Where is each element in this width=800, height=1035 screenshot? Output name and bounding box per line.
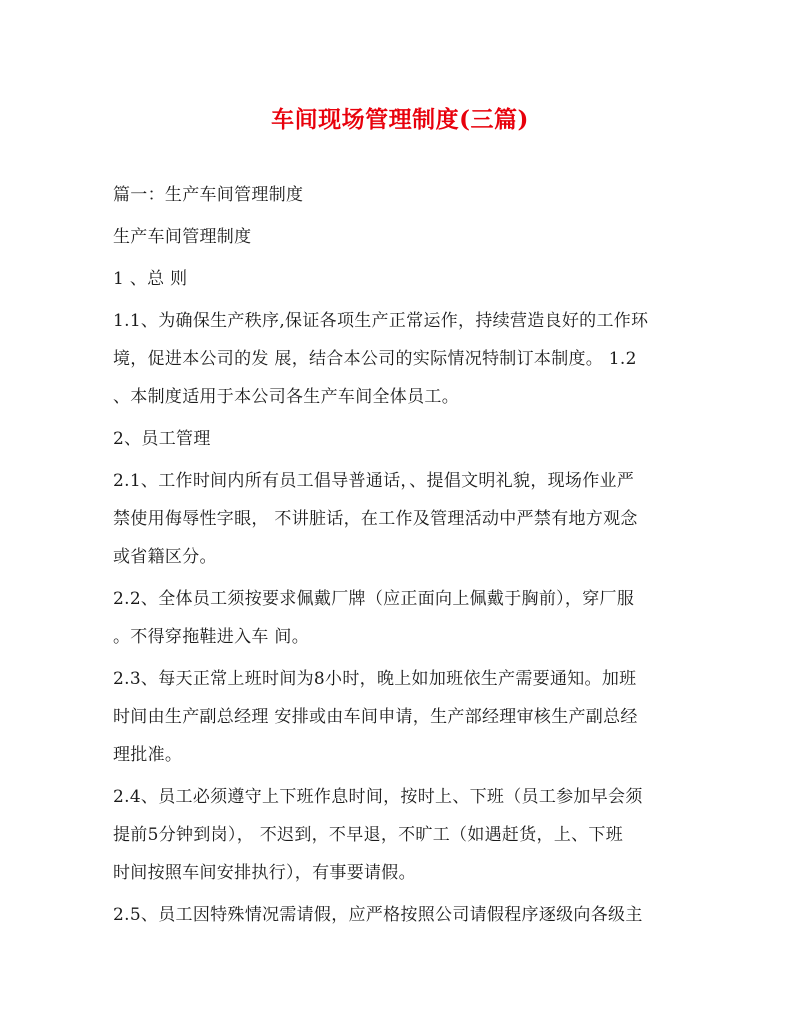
text-line: 2.3、每天正常上班时间为8小时，晚上如加班依生产需要通知。加班 xyxy=(113,669,637,689)
text-line: 、本制度适用于本公司各生产车间全体员工。 xyxy=(113,387,459,407)
text-line: 时间按照车间安排执行），有事要请假。 xyxy=(113,863,416,883)
paragraph-2-5 xyxy=(113,896,693,934)
text-line: 2.4、员工必须遵守上下班作息时间，按时上、下班（员工参加早会须 xyxy=(113,787,643,807)
text-line: 禁使用侮辱性字眼， 不讲脏话，在工作及管理活动中严禁有地方观念 xyxy=(113,509,638,529)
paragraph-staff-heading xyxy=(113,420,693,458)
document-body xyxy=(113,176,693,934)
text-line: 2.5、员工因特殊情况需请假，应严格按照公司请假程序逐级向各级主 xyxy=(113,905,643,925)
paragraph-1-1 xyxy=(113,302,693,416)
text-line: 2.2、全体员工须按要求佩戴厂牌（应正面向上佩戴于胸前），穿厂服 xyxy=(113,589,635,609)
text-line: 境，促进本公司的发 展，结合本公司的实际情况特制订本制度。 1.2 xyxy=(113,349,637,369)
paragraph-2-3 xyxy=(113,660,693,774)
text-line: 提前5分钟到岗）， 不迟到，不早退，不旷工（如遇赶货，上、下班 xyxy=(113,825,624,845)
text-line: 2.1、工作时间内所有员工倡导普通话，、提倡文明礼貌，现场作业严 xyxy=(113,471,635,491)
text-line: 生产车间管理制度 xyxy=(113,227,252,247)
text-line: 1.1、为确保生产秩序,保证各项生产正常运作，持续营造良好的工作环 xyxy=(113,311,649,331)
paragraph-2-1 xyxy=(113,462,693,576)
paragraph-general-heading xyxy=(113,260,693,298)
paragraph-2-2 xyxy=(113,580,693,656)
text-line: 2、员工管理 xyxy=(113,429,211,449)
paragraph-subtitle xyxy=(113,218,693,256)
text-line: 篇一：生产车间管理制度 xyxy=(113,185,304,205)
text-line: 1 、总 则 xyxy=(113,269,188,289)
paragraph-section-heading xyxy=(113,176,693,214)
paragraph-2-4 xyxy=(113,778,693,892)
document-title: 车间现场管理制度(三篇) xyxy=(271,106,529,133)
text-line: 。不得穿拖鞋进入车 间。 xyxy=(113,627,310,647)
text-line: 或省籍区分。 xyxy=(113,547,217,567)
text-line: 理批准。 xyxy=(113,745,183,765)
text-line: 时间由生产副总经理 安排或由车间申请，生产部经理审核生产副总经 xyxy=(113,707,638,727)
